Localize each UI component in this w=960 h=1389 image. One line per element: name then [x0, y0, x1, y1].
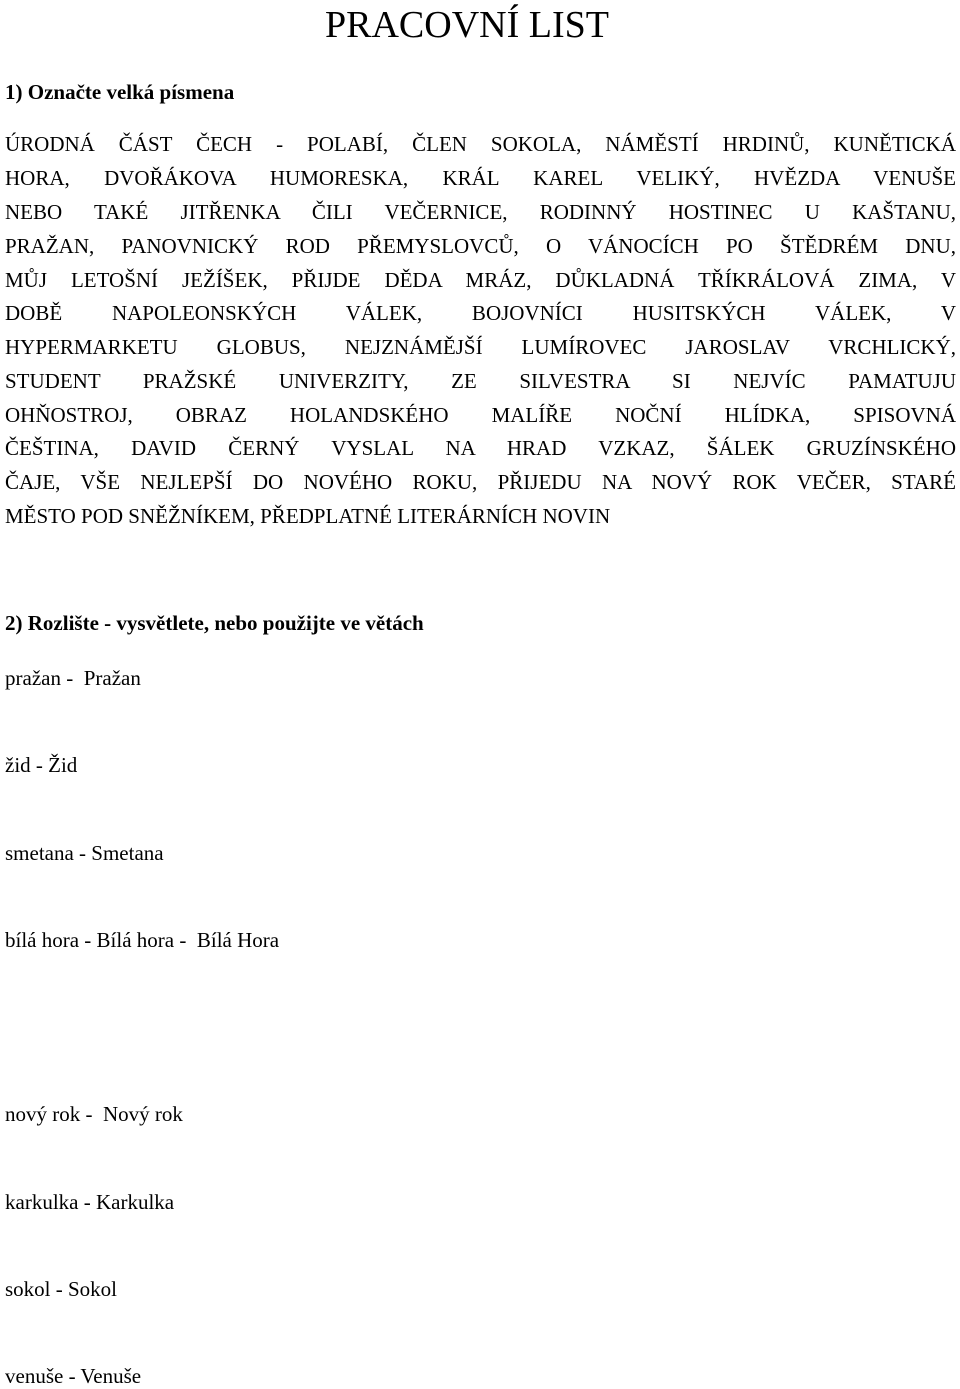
paragraph-line: HYPERMARKETU GLOBUS, NEJZNÁMĚJŠÍ LUMÍROVEC JAROSLAV VRCHLICKÝ,: [5, 335, 956, 359]
paragraph-line: STUDENT PRAŽSKÉ UNIVERZITY, ZE SILVESTRA SI NEJVÍC PAMATUJU: [5, 369, 956, 393]
word-pair: nový rok - Nový rok: [5, 1102, 183, 1126]
paragraph-line: ČEŠTINA, DAVID ČERNÝ VYSLAL NA HRAD VZKAZ, ŠÁLEK GRUZÍNSKÉHO: [5, 436, 956, 460]
word-pair: karkulka - Karkulka: [5, 1190, 175, 1214]
paragraph-line: ÚRODNÁ ČÁST ČECH - POLABÍ, ČLEN SOKOLA, NÁMĚSTÍ HRDINŮ, KUNĚTICKÁ: [5, 132, 956, 156]
word-pair: žid - Žid: [5, 753, 78, 777]
paragraph-line: DOBĚ NAPOLEONSKÝCH VÁLEK, BOJOVNÍCI HUSITSKÝCH VÁLEK, V: [5, 301, 956, 325]
paragraph-line: PRAŽAN, PANOVNICKÝ ROD PŘEMYSLOVCŮ, O VÁNOCÍCH PO ŠTĚDRÉM DNU,: [5, 234, 956, 258]
word-pair: pražan - Pražan: [5, 666, 141, 690]
word-pair: bílá hora - Bílá hora - Bílá Hora: [5, 928, 280, 952]
paragraph-line: OHŇOSTROJ, OBRAZ HOLANDSKÉHO MALÍŘE NOČNÍ HLÍDKA, SPISOVNÁ: [5, 403, 956, 427]
section-1-heading: 1) Označte velká písmena: [5, 80, 235, 104]
word-pair: venuše - Venuše: [5, 1364, 142, 1388]
paragraph-line: NEBO TAKÉ JITŘENKA ČILI VEČERNICE, RODINNÝ HOSTINEC U KAŠTANU,: [5, 200, 956, 224]
section-2-heading: 2) Rozlište - vysvětlete, nebo použijte ve větách: [5, 611, 424, 635]
paragraph-line: MŮJ LETOŠNÍ JEŽÍŠEK, PŘIJDE DĚDA MRÁZ, DŮKLADNÁ TŘÍKRÁLOVÁ ZIMA, V: [5, 268, 956, 292]
word-pair: smetana - Smetana: [5, 841, 164, 865]
paragraph-line: MĚSTO POD SNĚŽNÍKEM, PŘEDPLATNÉ LITERÁRNÍCH NOVIN: [5, 504, 611, 528]
paragraph-line: HORA, DVOŘÁKOVA HUMORESKA, KRÁL KAREL VELIKÝ, HVĚZDA VENUŠE: [5, 166, 956, 190]
page-title: PRACOVNÍ LIST: [325, 4, 609, 46]
paragraph-line: ČAJE, VŠE NEJLEPŠÍ DO NOVÉHO ROKU, PŘIJEDU NA NOVÝ ROK VEČER, STARÉ: [5, 470, 956, 494]
word-pair: sokol - Sokol: [5, 1277, 118, 1301]
